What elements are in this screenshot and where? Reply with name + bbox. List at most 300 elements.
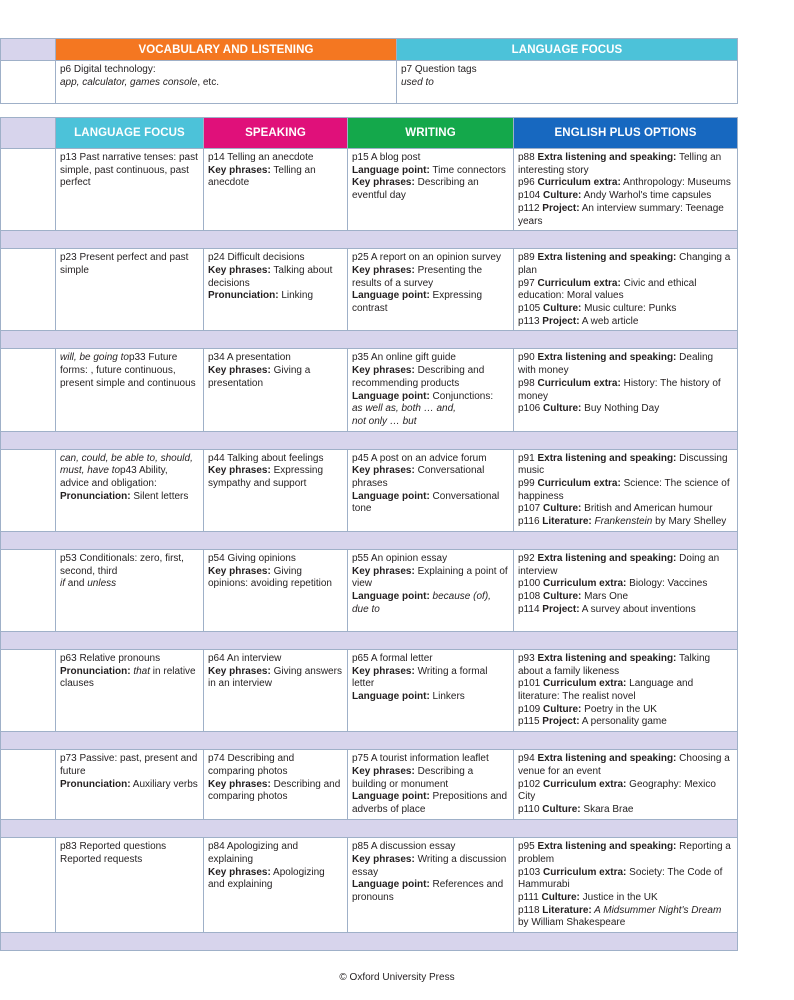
english-plus-options-cell	[514, 549, 738, 631]
left-margin-cell	[1, 149, 56, 231]
plain-text: p23 Present perfect and past simple	[60, 252, 189, 276]
italic-text: A Midsummer Night's Dream	[591, 904, 722, 916]
text-line	[518, 177, 733, 190]
text-line	[352, 879, 509, 904]
left-margin-cell	[1, 249, 56, 331]
text-line	[352, 290, 509, 315]
separator-cell	[1, 331, 738, 349]
writing-cell	[348, 549, 514, 631]
label-bold: Pronunciation:	[60, 490, 131, 502]
page-ref: p112	[518, 202, 543, 214]
plain-text: , future continuous, present simple and continuous	[60, 365, 196, 389]
plain-text: Discussing music	[518, 452, 728, 477]
text-line	[60, 252, 199, 277]
plain-text: p25 A report on an opinion survey	[352, 252, 501, 264]
plain-text: Conversational tone	[352, 490, 500, 515]
text-line	[518, 403, 733, 416]
text-line	[352, 854, 509, 879]
italic-text: if	[60, 578, 65, 590]
writing-cell	[348, 838, 514, 933]
separator-row	[1, 631, 738, 649]
page-ref: p96	[518, 177, 538, 189]
label-bold: Project:	[542, 716, 580, 728]
text-line	[60, 666, 199, 691]
text-line	[352, 416, 509, 429]
label-bold: Culture:	[543, 703, 582, 715]
page-ref: p91	[518, 452, 538, 464]
plain-text: Writing a formal letter	[352, 665, 488, 690]
language-focus-cell	[56, 649, 204, 731]
separator-cell	[1, 820, 738, 838]
label-bold: Project:	[542, 315, 580, 327]
text-line	[518, 316, 733, 329]
text-line	[352, 152, 509, 165]
plain-text: p75 A tourist information leaflet	[352, 753, 489, 765]
vocab-page-text: p6 Digital technology:	[60, 64, 156, 75]
plain-text: Language and literature: The realist novel	[518, 678, 694, 702]
plain-text: Time connectors	[429, 164, 506, 176]
plain-text: A web article	[579, 315, 639, 327]
text-line	[518, 152, 733, 177]
speaking-cell	[204, 349, 348, 431]
label-bold: Extra listening and speaking:	[537, 352, 677, 364]
text-line	[518, 779, 733, 804]
text-line	[60, 352, 199, 390]
text-line	[518, 352, 733, 377]
text-line	[352, 666, 509, 691]
text-line	[518, 804, 733, 817]
unit-row	[1, 249, 738, 331]
text-line	[518, 503, 733, 516]
plain-text: p43 Ability, advice and obligation:	[60, 465, 168, 490]
label-bold: Literature:	[542, 516, 592, 528]
unit-row	[1, 449, 738, 531]
page-ref: p94	[518, 753, 538, 765]
text-line	[60, 753, 199, 778]
text-line	[518, 278, 733, 303]
text-line	[208, 453, 343, 466]
label-bold: Key phrases:	[352, 565, 415, 577]
separator-row	[1, 933, 738, 951]
text-line	[518, 190, 733, 203]
plain-text: Expressing contrast	[352, 290, 483, 315]
label-bold: Extra listening and speaking:	[537, 252, 677, 264]
header-speaking: SPEAKING	[204, 118, 348, 149]
left-margin-cell	[1, 549, 56, 631]
language-focus-cell	[56, 549, 204, 631]
text-line	[60, 854, 199, 867]
writing-cell	[348, 449, 514, 531]
plain-text: Linkers	[429, 690, 465, 702]
plain-text: Giving a presentation	[208, 365, 311, 389]
plain-text: Talking about a family likeness	[518, 652, 711, 677]
plain-text: Auxiliary verbs	[130, 778, 198, 790]
page-ref: p115	[518, 716, 543, 728]
label-bold: Curriculum extra:	[537, 377, 621, 389]
plain-text: p14 Telling an anecdote	[208, 152, 314, 163]
separator-cell	[1, 732, 738, 750]
text-line	[208, 653, 343, 666]
plain-text: Expressing sympathy and support	[208, 465, 324, 490]
text-line	[518, 653, 733, 678]
plain-text: Dealing with money	[518, 352, 714, 377]
label-bold: Culture:	[542, 803, 581, 815]
page-ref: p90	[518, 352, 538, 364]
italic-text: unless	[87, 578, 117, 590]
plain-text: Prepositions and adverbs of place	[352, 791, 508, 815]
label-bold: Key phrases:	[352, 853, 415, 865]
label-bold: Project:	[542, 603, 580, 615]
label-bold: Extra listening and speaking:	[537, 452, 677, 464]
plain-text: by Mary Shelley	[652, 516, 727, 528]
plain-text: Presenting the results of a survey	[352, 264, 483, 289]
text-line	[518, 591, 733, 604]
speaking-cell	[204, 649, 348, 731]
plain-text: Geography: Mexico City	[518, 778, 716, 803]
label-bold: Culture:	[541, 891, 580, 903]
page-ref: p105	[518, 303, 544, 315]
page-ref: p99	[518, 478, 538, 490]
italic-text: that	[130, 665, 151, 677]
text-line	[352, 165, 509, 178]
language-focus-cell	[56, 249, 204, 331]
plain-text: Reporting a problem	[518, 841, 731, 865]
plain-text: Society: The Code of Hammurabi	[518, 866, 723, 891]
plain-text: p84 Apologizing and explaining	[208, 841, 299, 865]
language-focus-cell	[56, 838, 204, 933]
english-plus-options-cell	[514, 649, 738, 731]
plain-text: Reported requests	[60, 853, 143, 865]
italic-text: not only … but	[352, 415, 417, 427]
plain-text: Describing an eventful day	[352, 177, 479, 202]
text-line	[518, 553, 733, 578]
text-line	[518, 303, 733, 316]
label-bold: Pronunciation:	[208, 290, 279, 302]
label-bold: Key phrases:	[208, 778, 271, 790]
english-plus-options-cell	[514, 750, 738, 820]
plain-text: References and pronouns	[352, 879, 504, 903]
label-bold: Language point:	[352, 290, 430, 302]
english-plus-options-cell	[514, 149, 738, 231]
label-bold: Language point:	[352, 164, 430, 176]
header-language-focus: LANGUAGE FOCUS	[56, 118, 204, 149]
label-bold: Key phrases:	[352, 264, 415, 276]
plain-text: p33 Future forms:	[60, 352, 178, 377]
page-ref: p97	[518, 277, 538, 289]
plain-text: p44 Talking about feelings	[208, 452, 324, 464]
text-line	[518, 892, 733, 905]
text-line	[352, 465, 509, 490]
plain-text: p64 An interview	[208, 652, 282, 664]
label-bold: Key phrases:	[208, 264, 271, 276]
separator-cell	[1, 231, 738, 249]
plain-text: Mars One	[581, 590, 629, 602]
text-line	[208, 365, 343, 390]
page-ref: p89	[518, 252, 538, 264]
label-bold: Key phrases:	[208, 465, 271, 477]
page-ref: p102	[518, 778, 544, 790]
label-bold: Key phrases:	[208, 164, 271, 176]
text-line	[352, 265, 509, 290]
text-line	[60, 553, 199, 578]
text-line	[352, 753, 509, 766]
text-line	[518, 905, 733, 930]
separator-row	[1, 331, 738, 349]
text-line	[352, 177, 509, 202]
text-line	[208, 252, 343, 265]
label-bold: Language point:	[352, 590, 430, 602]
page-ref: p107	[518, 503, 544, 515]
label-bold: Curriculum extra:	[543, 678, 627, 690]
plain-text: p24 Difficult decisions	[208, 252, 305, 264]
left-margin-cell	[1, 39, 56, 61]
plain-text: p74 Describing and comparing photos	[208, 753, 295, 777]
plain-text: p83 Reported questions	[60, 841, 167, 853]
plain-text: by William Shakespeare	[518, 917, 626, 929]
speaking-cell	[204, 449, 348, 531]
text-line	[352, 566, 509, 591]
page-ref: p92	[518, 552, 538, 564]
plain-text: in relative clauses	[60, 665, 196, 690]
label-bold: Language point:	[352, 690, 430, 702]
speaking-cell	[204, 249, 348, 331]
plain-text: British and American humour	[581, 503, 713, 515]
plain-text: Apologizing and explaining	[208, 866, 325, 891]
label-bold: Extra listening and speaking:	[537, 841, 677, 853]
text-line	[518, 841, 733, 866]
italic-text: because (of), due to	[352, 590, 491, 615]
label-bold: Curriculum extra:	[543, 778, 627, 790]
left-margin-cell	[1, 750, 56, 820]
plain-text: Civic and ethical education: Moral values	[518, 277, 697, 302]
plain-text: Skara Brae	[580, 803, 634, 815]
plain-text: p34 A presentation	[208, 352, 291, 364]
plain-text: Choosing a venue for an event	[518, 753, 730, 777]
plain-text: Poetry in the UK	[581, 703, 657, 715]
text-line	[60, 578, 199, 591]
speaking-cell	[204, 750, 348, 820]
text-line	[352, 391, 509, 404]
text-line	[518, 704, 733, 717]
text-line	[352, 252, 509, 265]
label-bold: Language point:	[352, 791, 430, 803]
label-bold: Extra listening and speaking:	[537, 552, 677, 564]
text-line	[60, 453, 199, 491]
text-line	[518, 478, 733, 503]
text-line	[208, 352, 343, 365]
page-ref: p116	[518, 516, 543, 528]
text-line	[208, 553, 343, 566]
unit-row	[1, 349, 738, 431]
text-line	[208, 753, 343, 778]
page-ref: p103	[518, 866, 544, 878]
plain-text: Describing and comparing photos	[208, 778, 341, 803]
plain-text: Music culture: Punks	[581, 303, 677, 315]
text-line	[352, 491, 509, 516]
text-line	[352, 403, 509, 416]
text-line	[208, 867, 343, 892]
english-plus-options-cell	[514, 838, 738, 933]
label-bold: Key phrases:	[352, 465, 415, 477]
separator-cell	[1, 631, 738, 649]
text-line	[352, 352, 509, 365]
plain-text: Explaining a point of view	[352, 565, 508, 590]
plain-text: Changing a plan	[518, 252, 731, 276]
left-margin-cell	[1, 838, 56, 933]
syllabus-table	[0, 117, 738, 951]
plain-text: p54 Giving opinions	[208, 552, 296, 564]
text-line	[208, 666, 343, 691]
separator-cell	[1, 531, 738, 549]
plain-text: Giving opinions: avoiding repetition	[208, 565, 332, 590]
language-focus-cell	[56, 750, 204, 820]
unit-row	[1, 750, 738, 820]
unit-row	[1, 149, 738, 231]
label-bold: Project:	[542, 202, 580, 214]
page-ref: p108	[518, 590, 544, 602]
page-ref: p101	[518, 678, 544, 690]
vocabulary-language-table	[0, 38, 738, 104]
text-line	[60, 779, 199, 792]
plain-text: Describing a building or monument	[352, 765, 474, 790]
label-bold: Curriculum extra:	[537, 277, 621, 289]
label-bold: Key phrases:	[352, 665, 415, 677]
italic-text: will, be going to	[60, 352, 129, 364]
text-line	[352, 453, 509, 466]
speaking-cell	[204, 838, 348, 933]
plain-text: Talking about decisions	[208, 264, 333, 289]
plain-text: Telling an interesting story	[518, 152, 722, 176]
separator-row	[1, 431, 738, 449]
text-line	[208, 290, 343, 303]
text-line	[208, 152, 343, 165]
text-line	[60, 841, 199, 854]
text-line	[208, 566, 343, 591]
writing-cell	[348, 249, 514, 331]
text-line	[352, 365, 509, 390]
plain-text: A survey about inventions	[579, 603, 696, 615]
label-bold: Curriculum extra:	[543, 578, 627, 590]
separator-row	[1, 531, 738, 549]
text-line	[208, 165, 343, 190]
lang-sub-text: used to	[401, 76, 434, 88]
plain-text: Silent letters	[130, 490, 189, 502]
page-ref: p106	[518, 403, 544, 415]
language-focus-cell	[56, 449, 204, 531]
plain-text: Science: The science of happiness	[518, 478, 730, 502]
plain-text: Justice in the UK	[579, 891, 658, 903]
plain-text: p13 Past narrative tenses: past simple, past continuous, past perfect	[60, 152, 198, 189]
page-ref: p93	[518, 652, 538, 664]
english-plus-options-cell	[514, 449, 738, 531]
page-ref: p98	[518, 377, 538, 389]
label-bold: Curriculum extra:	[543, 866, 627, 878]
writing-cell	[348, 349, 514, 431]
plain-text: p15 A blog post	[352, 152, 421, 163]
text-line	[518, 516, 733, 529]
language-focus-top-cell	[397, 61, 738, 104]
plain-text: p53 Conditionals: zero, first, second, third	[60, 552, 184, 577]
plain-text: A personality game	[579, 716, 667, 728]
writing-cell	[348, 649, 514, 731]
label-bold: Extra listening and speaking:	[537, 152, 677, 163]
plain-text: and	[65, 578, 88, 590]
label-bold: Key phrases:	[208, 665, 271, 677]
separator-cell	[1, 431, 738, 449]
text-line	[518, 604, 733, 617]
page-ref: p100	[518, 578, 544, 590]
lang-page-text: p7 Question tags	[401, 64, 477, 75]
separator-row	[1, 820, 738, 838]
page-ref: p95	[518, 841, 538, 853]
text-line	[208, 265, 343, 290]
page-ref: p114	[518, 603, 543, 615]
text-line	[518, 203, 733, 228]
english-plus-options-cell	[514, 349, 738, 431]
text-line	[208, 841, 343, 866]
text-line	[518, 578, 733, 591]
italic-text: as well as, both … and,	[352, 403, 456, 415]
label-bold: Culture:	[543, 190, 582, 202]
page-ref: p109	[518, 703, 544, 715]
plain-text: p85 A discussion essay	[352, 841, 456, 853]
label-bold: Culture:	[543, 503, 582, 515]
page-ref: p110	[518, 803, 543, 815]
header-language-focus-top: LANGUAGE FOCUS	[397, 39, 738, 61]
left-margin-cell	[1, 449, 56, 531]
text-line	[208, 779, 343, 804]
text-line	[60, 491, 199, 504]
text-line	[352, 653, 509, 666]
plain-text: Buy Nothing Day	[581, 403, 660, 415]
language-focus-cell	[56, 149, 204, 231]
writing-cell	[348, 149, 514, 231]
text-line	[518, 753, 733, 778]
speaking-cell	[204, 149, 348, 231]
plain-text: p65 A formal letter	[352, 652, 433, 664]
copyright-footer: © Oxford University Press	[339, 972, 455, 983]
plain-text: An interview summary: Teenage years	[518, 202, 724, 227]
label-bold: Literature:	[542, 904, 592, 916]
italic-text: can, could, be able to, should, must, have to	[60, 452, 193, 477]
plain-text: Describing and recommending products	[352, 365, 485, 389]
label-bold: Pronunciation:	[60, 778, 131, 790]
text-line	[208, 465, 343, 490]
header-english-plus-options: ENGLISH PLUS OPTIONS	[514, 118, 738, 149]
italic-text: Frankenstein	[591, 516, 653, 528]
speaking-cell	[204, 549, 348, 631]
text-line	[352, 691, 509, 704]
plain-text: Conjunctions:	[429, 390, 494, 402]
text-line	[518, 252, 733, 277]
page-ref: p88	[518, 152, 538, 163]
label-bold: Key phrases:	[352, 365, 415, 377]
text-line	[352, 553, 509, 566]
label-bold: Culture:	[543, 590, 582, 602]
plain-text: Conversational phrases	[352, 465, 485, 490]
label-bold: Culture:	[543, 403, 582, 415]
text-line	[518, 678, 733, 703]
plain-text: Biology: Vaccines	[626, 578, 708, 590]
plain-text: Writing a discussion essay	[352, 853, 507, 878]
separator-cell	[1, 933, 738, 951]
vocabulary-cell	[56, 61, 397, 104]
separator-row	[1, 732, 738, 750]
label-bold: Key phrases:	[208, 866, 271, 878]
text-line	[352, 791, 509, 816]
text-line	[518, 867, 733, 892]
label-bold: Culture:	[543, 303, 582, 315]
